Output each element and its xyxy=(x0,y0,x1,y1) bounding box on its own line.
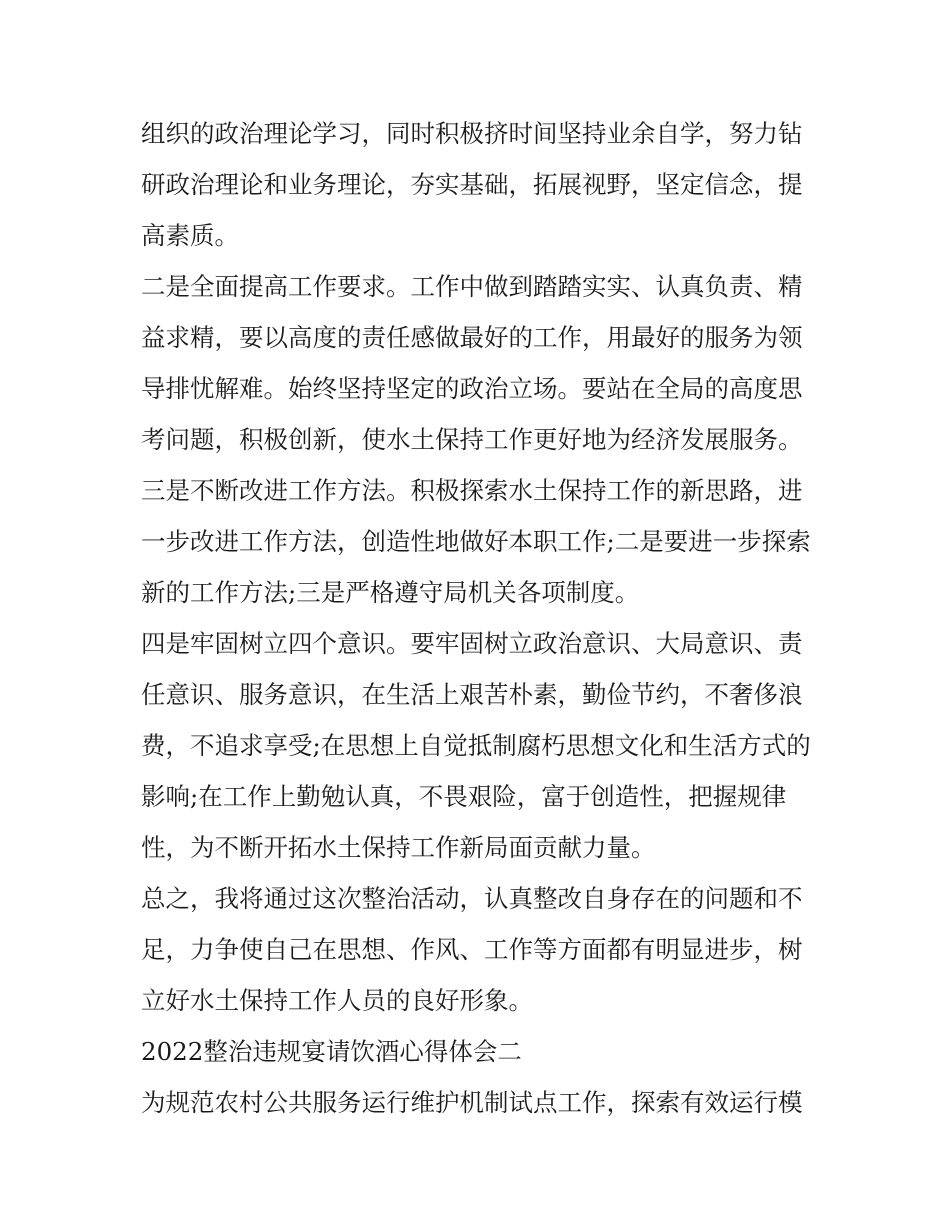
paragraph-four-awareness: 四是牢固树立四个意识。要牢固树立政治意识、大局意识、责任意识、服务意识，在生活上艰苦朴素，勤俭节约，不奢侈浪费，不追求享受;在思想上自觉抵制腐朽思想文化和生活方式的影响;在工作上勤勉认真，不畏艰险，富于创造性，把握规律性，为不断开拓水土保持工作新局面贡献力量。 xyxy=(141,629,811,862)
document-body xyxy=(141,108,821,1128)
paragraph-work-methods: 三是不断改进工作方法。积极探索水土保持工作的新思路，进一步改进工作方法，创造性地做好本职工作;二是要进一步探索新的工作方法;三是严格遵守局机关各项制度。 xyxy=(141,476,811,607)
section-heading: 2022整治违规宴请饮酒心得体会二 xyxy=(141,1037,522,1066)
paragraph-work-requirements: 二是全面提高工作要求。工作中做到踏踏实实、认真负责、精益求精，要以高度的责任感做最好的工作，用最好的服务为领导排忧解难。始终坚持坚定的政治立场。要站在全局的高度思考问题，积极创新，使水土保持工作更好地为经济发展服务。 xyxy=(141,272,803,454)
paragraph-rural-service: 为规范农村公共服务运行维护机制试点工作，探索有效运行模 xyxy=(141,1088,803,1117)
paragraph-study: 组织的政治理论学习，同时积极挤时间坚持业余自学，努力钻研政治理论和业务理论，夯实基础，拓展视野，坚定信念，提高素质。 xyxy=(141,119,803,250)
paragraph-conclusion: 总之，我将通过这次整治活动，认真整改自身存在的问题和不足，力争使自己在思想、作风、工作等方面都有明显进步，树立好水土保持工作人员的良好形象。 xyxy=(141,884,803,1015)
